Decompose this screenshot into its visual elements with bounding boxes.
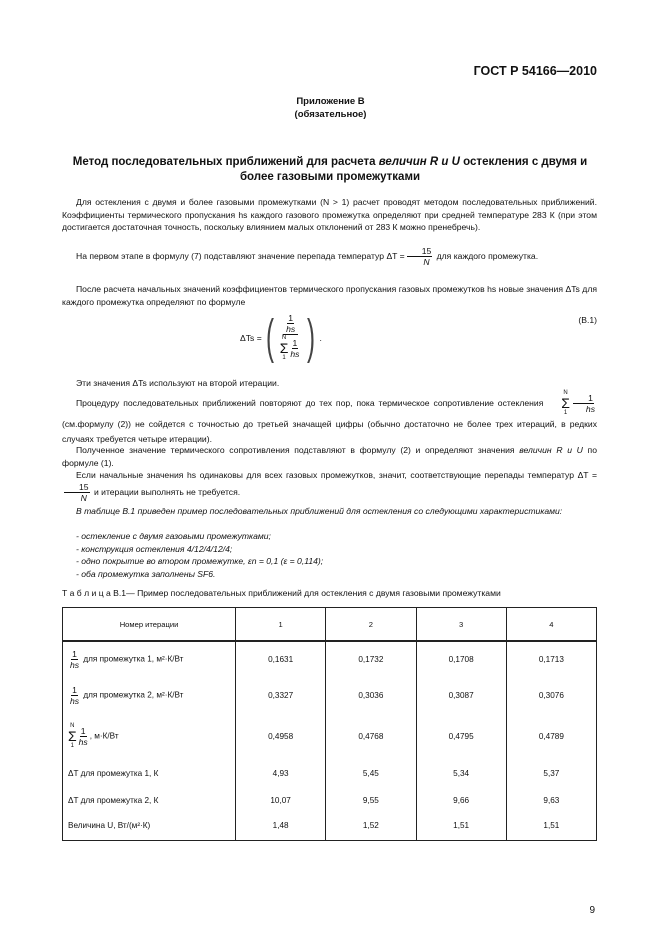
cell: 9,63 xyxy=(506,788,596,812)
iteration-table xyxy=(62,607,597,841)
table-caption: Т а б л и ц а В.1— Пример последовательных приближений для остекления с двумя газовыми промежутками xyxy=(62,588,501,598)
cell: 5,37 xyxy=(506,758,596,788)
table-header-row xyxy=(63,608,597,642)
math-dt: ΔT = xyxy=(386,250,405,261)
header-cell: 1 xyxy=(236,608,326,642)
row-label: ΔT для промежутка 2, К xyxy=(63,788,236,812)
sum-icon: N Σ 1 xyxy=(561,390,570,416)
table-row xyxy=(63,788,597,812)
cell: 0,3036 xyxy=(326,677,416,714)
list-item: - остекление с двумя газовыми промежутками; xyxy=(76,531,271,541)
formula-lhs: ΔTs = xyxy=(240,332,262,343)
header-cell: Номер итерации xyxy=(63,608,236,642)
characteristics-list xyxy=(76,530,576,580)
annex-title: Приложение В xyxy=(296,96,365,107)
annex-status: (обязательное) xyxy=(294,109,367,120)
row-label: ΔT для промежутка 1, К xyxy=(63,758,236,788)
cell: 0,3087 xyxy=(416,677,506,714)
row-label: Величина U, Вт/(м²·К) xyxy=(63,812,236,840)
paragraph-4: Эти значения ΔTs используют на второй итерации. xyxy=(76,378,280,388)
equation-number: (В.1) xyxy=(578,315,597,325)
formula-b1: ΔTs = ( $\frac{1}{hs}$ N Σ 1 $\frac{1}{hs}$ ) . xyxy=(240,310,322,364)
cell: 0,1708 xyxy=(416,641,506,677)
paragraph-2 xyxy=(62,246,597,267)
paragraph-7: Если начальные значения hs одинаковы для всех газовых промежутков, значит, соответствующие перепады температур ΔT = $\frac{15}{N}$ и итерации выполнять не требуется. xyxy=(62,468,597,503)
header-cell: 3 xyxy=(416,608,506,642)
cell: 1,48 xyxy=(236,812,326,840)
cell: 1,52 xyxy=(326,812,416,840)
paragraph-6: Полученное значение термического сопротивления подставляют в формулу (2) и определяют значения величин R и U по формуле (1). xyxy=(62,445,597,468)
cell: 4,93 xyxy=(236,758,326,788)
cell: 9,66 xyxy=(416,788,506,812)
header-cell: 2 xyxy=(326,608,416,642)
list-item: - одно покрытие во втором промежутке, εn = 0,1 (ε = 0,114); xyxy=(76,556,324,567)
fraction-15-n: $\frac{15}{N}$ xyxy=(407,246,433,267)
heading-text-end: остекления с двумя и более газовыми промежутками xyxy=(239,156,588,183)
page-number: 9 xyxy=(589,905,595,916)
cell: 10,07 xyxy=(236,788,326,812)
heading-italic: величин R и U xyxy=(378,156,460,168)
cell: 0,1732 xyxy=(326,641,416,677)
heading-text: Метод последовательных приближений для расчета xyxy=(72,156,379,168)
cell: 0,4768 xyxy=(326,714,416,758)
cell: 0,3076 xyxy=(506,677,596,714)
header-cell: 4 xyxy=(506,608,596,642)
cell: 0,1631 xyxy=(236,641,326,677)
table-row xyxy=(63,758,597,788)
paragraph-1: Для остекления с двумя и более газовыми промежутками (N > 1) расчет проводят методом последовательных приближений. Коэффициенты термического пропускания hs каждого газового промежутка определяют при средней температуре 283 К (при этом достигается достаточная точность, поскольку влиянием малых отклонений от 283 К можно пренебречь). xyxy=(62,197,597,233)
cell: 0,3327 xyxy=(236,677,326,714)
table-row xyxy=(63,641,597,677)
p2-text: На первом этапе в формулу (7) подставляют значение перепада температур xyxy=(76,250,385,261)
cell: 5,34 xyxy=(416,758,506,788)
cell: 9,55 xyxy=(326,788,416,812)
list-item: - конструкция остекления 4/12/4/12/4; xyxy=(76,543,233,554)
row-label: $\frac{1}{hs}$ для промежутка 1, м²·К/Вт xyxy=(63,641,236,677)
cell: 0,4789 xyxy=(506,714,596,758)
paragraph-8: В таблице В.1 приведен пример последовательных приближений для остекления со следующими характеристиками: xyxy=(76,506,563,516)
cell: 0,4795 xyxy=(416,714,506,758)
paragraph-3: После расчета начальных значений коэффициентов термического пропускания газовых промежутков hs новые значения ΔTs для каждого промежутка определяют по формуле xyxy=(62,284,597,307)
row-label: $\frac{1}{hs}$ для промежутка 2, м²·К/Вт xyxy=(63,677,236,714)
cell: 5,45 xyxy=(326,758,416,788)
paragraph-5: Процедуру последовательных приближений повторяют до тех пор, пока термическое сопротивление остекления N Σ 1 $\frac{1}{hs}$ (см.формулу (2)) не сойдется с точностью до третьей значащей цифры (обычно достаточно не более трех итераций, в редких случаях требуется четыре итерации). xyxy=(62,390,597,444)
cell: 0,4958 xyxy=(236,714,326,758)
table-row xyxy=(63,677,597,714)
cell: 1,51 xyxy=(506,812,596,840)
formula-fraction: $\frac{1}{hs}$ N Σ 1 $\frac{1}{hs}$ xyxy=(279,313,300,361)
section-heading xyxy=(62,155,598,185)
table-row xyxy=(63,714,597,758)
list-item: - оба промежутка заполнены SF6. xyxy=(76,568,216,579)
cell: 0,1713 xyxy=(506,641,596,677)
p2-end: для каждого промежутка. xyxy=(436,250,539,261)
standard-number: ГОСТ Р 54166—2010 xyxy=(473,64,597,78)
row-label: N Σ 1 $\frac{1}{hs}$ , м·К/Вт xyxy=(63,714,236,758)
cell: 1,51 xyxy=(416,812,506,840)
table-row xyxy=(63,812,597,840)
